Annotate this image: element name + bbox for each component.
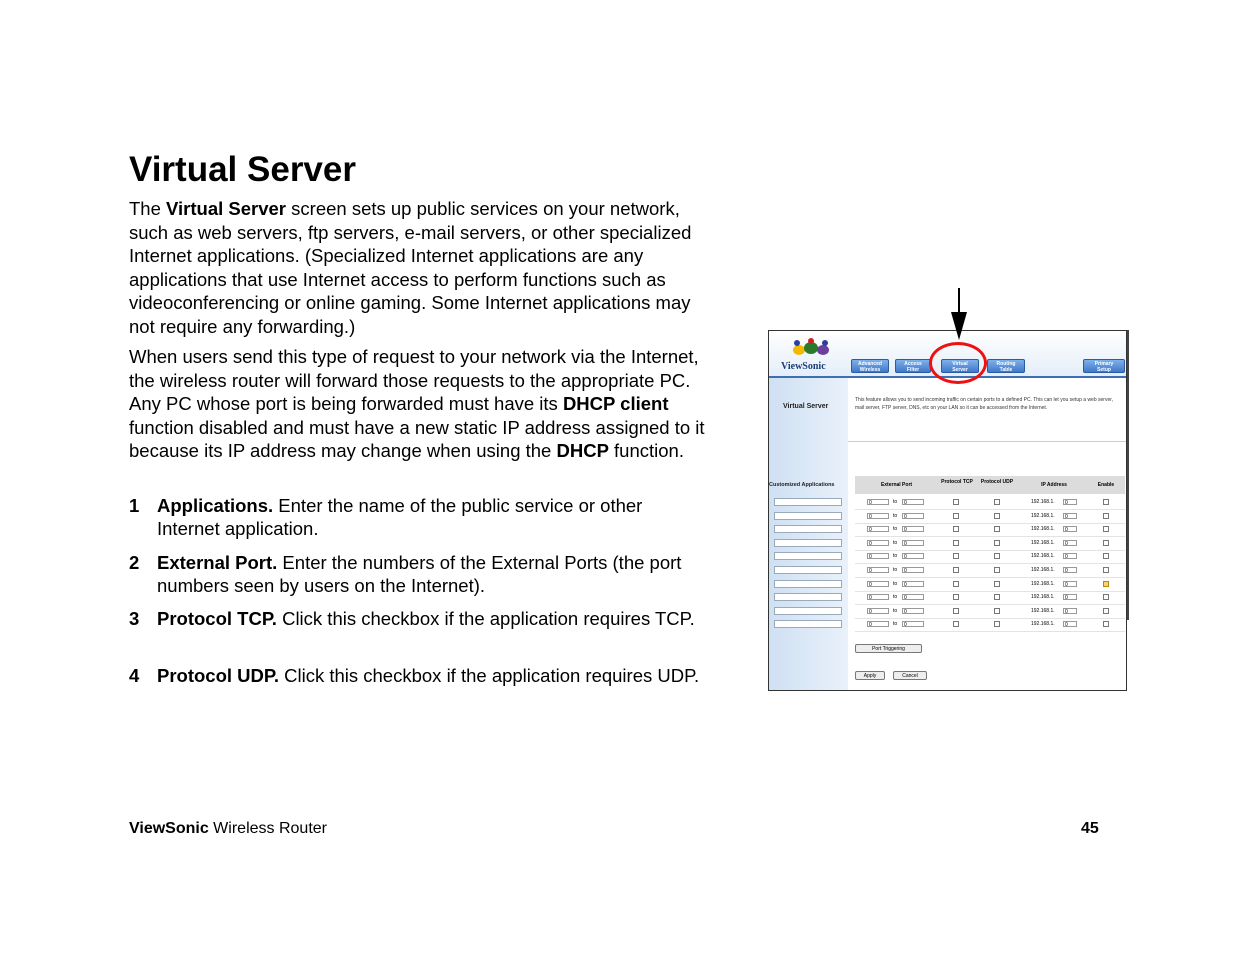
nav-routing-table[interactable] <box>987 359 1025 373</box>
ip-prefix: 192.168.1. <box>1031 499 1055 505</box>
table-row <box>855 523 1125 537</box>
ip-prefix: 192.168.1. <box>1031 621 1055 628</box>
tcp-checkbox[interactable] <box>953 594 959 600</box>
page-number: 45 <box>1081 820 1099 837</box>
item-bold: Protocol UDP. <box>157 665 279 686</box>
ip-last-octet-input[interactable]: 0 <box>1063 513 1077 519</box>
ip-last-octet-input[interactable]: 0 <box>1063 594 1077 600</box>
external-port-end-input[interactable]: 0 <box>902 608 924 614</box>
udp-checkbox[interactable] <box>994 513 1000 519</box>
tcp-checkbox[interactable] <box>953 553 959 559</box>
external-port-start-input[interactable]: 0 <box>867 540 889 546</box>
application-input[interactable] <box>774 512 842 520</box>
nav-label: Advanced <box>858 361 882 367</box>
intro-text: The <box>129 198 167 219</box>
enable-checkbox[interactable] <box>1103 621 1109 627</box>
apply-button[interactable]: Apply <box>855 671 885 680</box>
list-item-applications <box>129 494 709 540</box>
application-input[interactable] <box>774 498 842 506</box>
udp-checkbox[interactable] <box>994 553 1000 559</box>
external-port-end-input[interactable]: 0 <box>902 540 924 546</box>
ip-last-octet-input[interactable]: 0 <box>1063 621 1077 627</box>
header-ip-address: IP Address <box>1041 482 1067 488</box>
nav-label: Virtual <box>952 361 968 367</box>
nav-advanced-wireless[interactable] <box>851 359 889 373</box>
tcp-checkbox[interactable] <box>953 499 959 505</box>
table-row <box>855 605 1125 619</box>
udp-checkbox[interactable] <box>994 526 1000 532</box>
udp-checkbox[interactable] <box>994 608 1000 614</box>
header-external-port: External Port <box>880 482 913 488</box>
ip-prefix: 192.168.1. <box>1031 580 1055 587</box>
nav-label: Server <box>952 367 968 373</box>
table-row <box>855 564 1125 578</box>
list-item-protocol-udp <box>129 664 709 687</box>
to-label: to <box>893 580 898 587</box>
nav-label: Access <box>904 361 922 367</box>
item-text <box>157 551 709 597</box>
screenshot-logo: ViewSonic <box>781 361 826 372</box>
external-port-end-input[interactable]: 0 <box>902 526 924 532</box>
item-text <box>157 607 709 630</box>
nav-access-filter[interactable] <box>895 359 931 373</box>
enable-checkbox[interactable] <box>1103 608 1109 614</box>
to-label: to <box>893 594 898 601</box>
external-port-start-input[interactable]: 0 <box>867 567 889 573</box>
ip-prefix: 192.168.1. <box>1031 539 1055 546</box>
application-input[interactable] <box>774 593 842 601</box>
section-label: Virtual Server <box>783 403 829 410</box>
page-title: Virtual Server <box>129 150 356 189</box>
ip-prefix: 192.168.1. <box>1031 553 1055 560</box>
tcp-checkbox[interactable] <box>953 608 959 614</box>
external-port-end-input[interactable]: 0 <box>902 499 924 505</box>
ip-prefix: 192.168.1. <box>1031 594 1055 601</box>
port-triggering-button[interactable]: Port Triggering <box>855 644 922 653</box>
nav-label: Primary <box>1094 361 1114 367</box>
highlight-circle <box>929 342 987 384</box>
tcp-checkbox[interactable] <box>953 621 959 627</box>
item-number: 3 <box>129 608 140 629</box>
table-row <box>855 510 1125 524</box>
udp-checkbox[interactable] <box>994 581 1000 587</box>
dhcp-bold: DHCP <box>556 440 609 461</box>
external-port-end-input[interactable]: 0 <box>902 553 924 559</box>
item-desc: Enter the numbers of the External Ports (the port numbers seen by users on the Internet). <box>157 552 682 596</box>
viewsonic-birds-icon <box>791 337 831 359</box>
nav-label: Table <box>999 367 1013 373</box>
external-port-start-input[interactable]: 0 <box>867 526 889 532</box>
tcp-checkbox[interactable] <box>953 567 959 573</box>
external-port-start-input[interactable]: 0 <box>867 499 889 505</box>
enable-checkbox[interactable] <box>1103 567 1109 573</box>
footer-product: Wireless Router <box>208 820 327 837</box>
item-bold: Applications. <box>157 495 274 516</box>
enable-checkbox[interactable] <box>1103 513 1109 519</box>
udp-checkbox[interactable] <box>994 594 1000 600</box>
item-desc: Click this checkbox if the application requires TCP. <box>276 608 695 629</box>
item-bold: Protocol TCP. <box>157 608 277 629</box>
ip-last-octet-input[interactable]: 0 <box>1063 540 1077 546</box>
ip-last-octet-input[interactable]: 0 <box>1063 608 1077 614</box>
item-number: 2 <box>129 552 140 573</box>
external-port-end-input[interactable]: 0 <box>902 567 924 573</box>
table-row <box>855 578 1125 592</box>
table-header <box>855 476 1125 494</box>
udp-checkbox[interactable] <box>994 499 1000 505</box>
application-input[interactable] <box>774 552 842 560</box>
forwarding-text-2: function disabled and must have a new static IP address assigned to it because its IP address may change when using the <box>129 416 705 461</box>
table-row <box>855 537 1125 551</box>
enable-checkbox[interactable] <box>1103 526 1109 532</box>
external-port-start-input[interactable]: 0 <box>867 553 889 559</box>
forwarding-paragraph <box>129 345 709 463</box>
list-item-protocol-tcp <box>129 607 709 630</box>
forwarding-text-3: function. <box>608 440 684 461</box>
nav-label: Setup <box>1097 367 1111 373</box>
udp-checkbox[interactable] <box>994 621 1000 627</box>
item-number: 4 <box>129 665 140 686</box>
udp-checkbox[interactable] <box>994 540 1000 546</box>
screenshot-sidebar <box>769 331 848 690</box>
to-label: to <box>893 512 898 519</box>
ip-prefix: 192.168.1. <box>1031 607 1055 614</box>
external-port-end-input[interactable]: 0 <box>902 581 924 587</box>
item-desc: Click this checkbox if the application requires UDP. <box>278 665 700 686</box>
item-text <box>157 664 709 687</box>
external-port-start-input[interactable]: 0 <box>867 608 889 614</box>
nav-primary-setup[interactable] <box>1083 359 1125 373</box>
item-number: 1 <box>129 495 140 516</box>
tcp-checkbox[interactable] <box>953 526 959 532</box>
external-port-end-input[interactable]: 0 <box>902 513 924 519</box>
enable-checkbox[interactable] <box>1103 540 1109 546</box>
tcp-checkbox[interactable] <box>953 540 959 546</box>
dhcp-client-bold: DHCP client <box>562 393 669 414</box>
enable-checkbox[interactable] <box>1103 553 1109 559</box>
divider <box>848 441 1126 442</box>
to-label: to <box>893 621 898 628</box>
item-bold: External Port. <box>157 552 278 573</box>
item-text <box>157 494 709 540</box>
list-item-external-port <box>129 551 709 597</box>
nav-label: Filter <box>906 367 920 373</box>
ip-prefix: 192.168.1. <box>1031 567 1055 573</box>
enable-checkbox[interactable] <box>1103 581 1109 587</box>
ip-last-octet-input[interactable]: 0 <box>1063 526 1077 532</box>
external-port-end-input[interactable]: 0 <box>902 594 924 600</box>
footer-brand-name: ViewSonic <box>129 820 209 837</box>
table-row <box>855 618 1125 632</box>
header-enable: Enable <box>1097 482 1115 488</box>
item-desc: Enter the name of the public service or other Internet application. <box>157 495 643 539</box>
cancel-button[interactable]: Cancel <box>893 671 927 680</box>
intro-bold: Virtual Server <box>166 198 287 219</box>
tcp-checkbox[interactable] <box>953 513 959 519</box>
application-input[interactable] <box>774 620 842 628</box>
ip-last-octet-input[interactable]: 0 <box>1063 581 1077 587</box>
ip-prefix: 192.168.1. <box>1031 512 1055 519</box>
application-input[interactable] <box>774 580 842 588</box>
ip-last-octet-input[interactable]: 0 <box>1063 499 1077 505</box>
router-screenshot <box>768 330 1127 691</box>
arrow-down-icon <box>948 288 970 340</box>
header-protocol-udp: Protocol UDP <box>980 479 1014 485</box>
forwarding-text-1: When users send this type of request to your network via the Internet, the wireless router will forward those requests to the appropriate PC. Any PC whose port is being forwarded must have its <box>129 346 699 414</box>
intro-paragraph <box>129 197 709 338</box>
to-label: to <box>893 539 898 546</box>
section-description: This feature allows you to send incoming traffic on certain ports to a defined PC. This can let you setup a web server, mail server, FTP server, DNS, etc on your LAN so it can be accessed from the Internet. <box>855 397 1114 411</box>
external-port-start-input[interactable]: 0 <box>867 581 889 587</box>
external-port-start-input[interactable]: 0 <box>867 594 889 600</box>
to-label: to <box>893 526 898 533</box>
nav-label: Wireless <box>859 367 881 373</box>
ip-last-octet-input[interactable]: 0 <box>1063 553 1077 559</box>
footer-brand <box>129 820 327 838</box>
application-input[interactable] <box>774 607 842 615</box>
tcp-checkbox[interactable] <box>953 581 959 587</box>
table-row <box>855 496 1125 510</box>
header-protocol-tcp: Protocol TCP <box>941 479 973 485</box>
to-label: to <box>893 607 898 614</box>
to-label: to <box>893 567 898 573</box>
application-input[interactable] <box>774 566 842 574</box>
udp-checkbox[interactable] <box>994 567 1000 573</box>
enable-checkbox[interactable] <box>1103 594 1109 600</box>
ip-prefix: 192.168.1. <box>1031 526 1055 533</box>
external-port-start-input[interactable]: 0 <box>867 513 889 519</box>
customized-applications-label: Customized Applications <box>769 482 835 488</box>
screenshot-edge <box>1127 330 1129 620</box>
application-input[interactable] <box>774 539 842 547</box>
intro-text-rest: screen sets up public services on your network, such as web servers, ftp servers, e-mail servers, or other specialized Internet applications. (Specialized Internet applications are any applications that use Internet access to perform functions such as videoconferencing or online gaming. Some Internet applications may not require any forwarding.) <box>129 198 692 337</box>
to-label: to <box>893 553 898 560</box>
application-input[interactable] <box>774 525 842 533</box>
table-row <box>855 591 1125 605</box>
external-port-start-input[interactable]: 0 <box>867 621 889 627</box>
ip-last-octet-input[interactable]: 0 <box>1063 567 1077 573</box>
table-row <box>855 550 1125 564</box>
enable-checkbox[interactable] <box>1103 499 1109 505</box>
nav-label: Routing <box>996 361 1016 367</box>
to-label: to <box>893 499 898 505</box>
external-port-end-input[interactable]: 0 <box>902 621 924 627</box>
